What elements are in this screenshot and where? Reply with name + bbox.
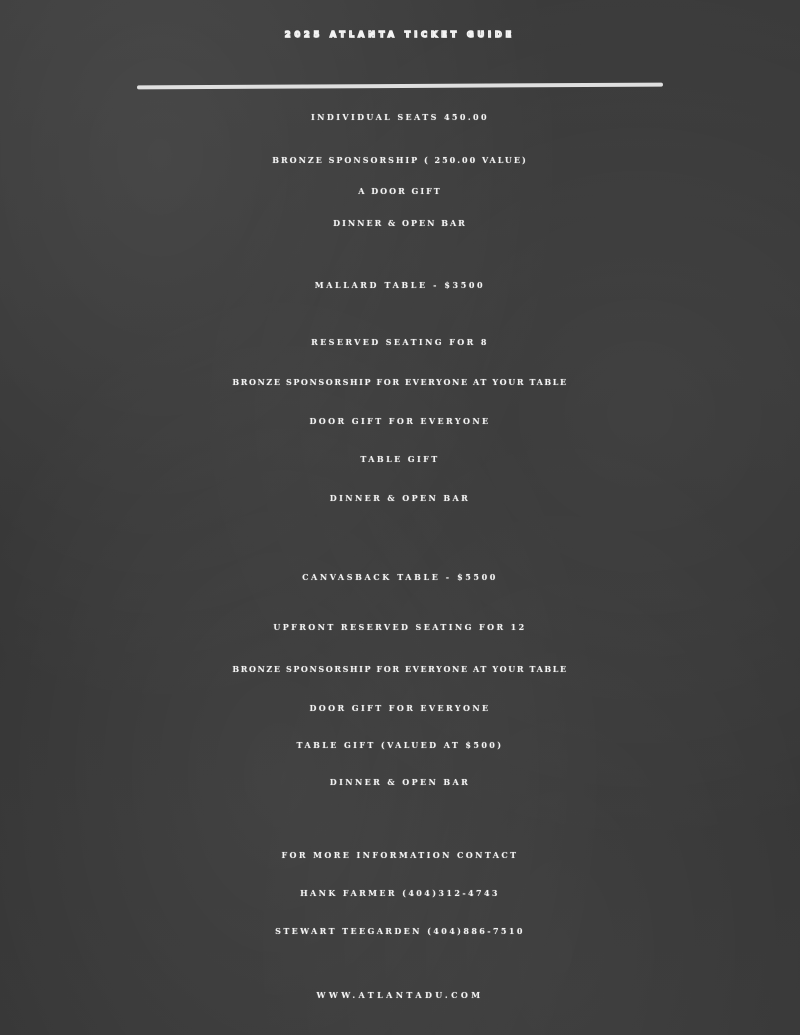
canvasback-item: TABLE GIFT (VALUED AT $500) [296, 740, 504, 750]
website-link[interactable]: WWW.ATLANTADU.COM [316, 990, 484, 1000]
contact-heading: FOR MORE INFORMATION CONTACT [281, 850, 519, 860]
contact-person: HANK FARMER (404)312-4743 [300, 888, 500, 898]
individual-seats-heading: INDIVIDUAL SEATS 450.00 [311, 112, 489, 122]
individual-item: A DOOR GIFT [358, 186, 442, 196]
mallard-item: DOOR GIFT FOR EVERYONE [309, 416, 491, 426]
page-title: 2025 ATLANTA TICKET GUIDE [284, 30, 516, 39]
mallard-item: RESERVED SEATING FOR 8 [311, 337, 489, 347]
canvasback-item: UPFRONT RESERVED SEATING FOR 12 [273, 622, 527, 632]
title-underline [137, 83, 663, 90]
individual-item: BRONZE SPONSORSHIP ( 250.00 VALUE) [272, 155, 528, 165]
canvasback-item: DINNER & OPEN BAR [329, 777, 471, 787]
mallard-item: TABLE GIFT [360, 454, 440, 464]
canvasback-item: BRONZE SPONSORSHIP FOR EVERYONE AT YOUR TABLE [232, 664, 568, 674]
contact-person: STEWART TEEGARDEN (404)886-7510 [275, 926, 525, 936]
mallard-item: BRONZE SPONSORSHIP FOR EVERYONE AT YOUR TABLE [232, 377, 568, 387]
individual-item: DINNER & OPEN BAR [333, 218, 467, 228]
mallard-table-heading: MALLARD TABLE - $3500 [314, 280, 486, 290]
canvasback-table-heading: CANVASBACK TABLE - $5500 [302, 572, 498, 582]
canvasback-item: DOOR GIFT FOR EVERYONE [309, 703, 491, 713]
mallard-item: DINNER & OPEN BAR [329, 493, 471, 503]
